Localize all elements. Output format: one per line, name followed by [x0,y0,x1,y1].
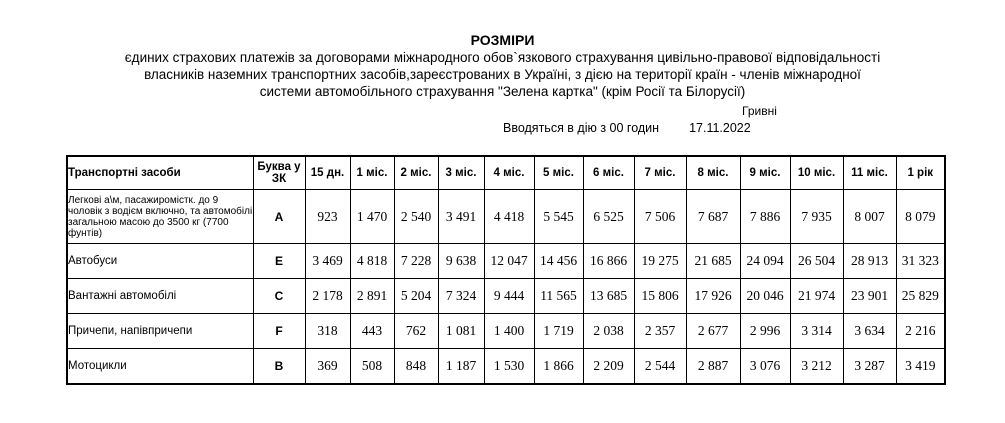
col-vehicle-header: Транспортні засоби [67,156,253,190]
period-header: 7 міс. [634,156,686,190]
rate-cell: 3 287 [843,349,896,385]
rate-cell: 1 866 [534,349,583,385]
period-header: 1 рік [896,156,945,190]
rate-cell: 7 324 [438,279,484,314]
period-header: 2 міс. [394,156,438,190]
rate-cell: 3 469 [305,244,350,279]
col-letter-line1: Буква у [257,161,301,173]
rate-cell: 762 [394,314,438,349]
vehicle-letter: B [253,349,305,385]
rate-cell: 3 076 [740,349,790,385]
rate-cell: 2 887 [686,349,740,385]
table-row [67,244,945,279]
header-row [67,156,945,190]
rate-cell: 1 470 [350,190,394,244]
rate-cell: 7 935 [790,190,843,244]
rate-cell: 9 444 [484,279,534,314]
rate-cell: 2 038 [583,314,634,349]
vehicle-name: Вантажні автомобілі [67,279,253,314]
rate-cell: 4 818 [350,244,394,279]
document-title: РОЗМІРИ [470,32,535,48]
period-header: 9 міс. [740,156,790,190]
rate-cell: 2 357 [634,314,686,349]
rate-cell: 8 079 [896,190,945,244]
rate-cell: 8 007 [843,190,896,244]
table-row [67,314,945,349]
rate-cell: 369 [305,349,350,385]
rate-cell: 508 [350,349,394,385]
table-row [67,190,945,244]
rate-cell: 15 806 [634,279,686,314]
period-header: 11 міс. [843,156,896,190]
vehicle-name: Автобуси [67,244,253,279]
rate-cell: 1 400 [484,314,534,349]
rate-cell: 1 187 [438,349,484,385]
rate-cell: 2 216 [896,314,945,349]
rate-cell: 2 178 [305,279,350,314]
col-letter-header [253,156,305,190]
rate-cell: 2 544 [634,349,686,385]
rates-table [66,155,946,385]
rate-cell: 3 419 [896,349,945,385]
rate-cell: 1 719 [534,314,583,349]
table-row [67,349,945,385]
table-row [67,279,945,314]
rate-cell: 14 456 [534,244,583,279]
effective-date-line [503,121,751,135]
vehicle-name: Мотоцикли [67,349,253,385]
rate-cell: 28 913 [843,244,896,279]
vehicle-name: Причепи, напівпричепи [67,314,253,349]
rate-cell: 443 [350,314,394,349]
period-header: 6 міс. [583,156,634,190]
rate-cell: 1 530 [484,349,534,385]
rate-cell: 6 525 [583,190,634,244]
rate-cell: 7 228 [394,244,438,279]
rate-cell: 2 891 [350,279,394,314]
period-header: 8 міс. [686,156,740,190]
currency-label: Гривні [742,104,777,118]
period-header: 5 міс. [534,156,583,190]
rate-cell: 3 314 [790,314,843,349]
rate-cell: 9 638 [438,244,484,279]
rate-cell: 848 [394,349,438,385]
rate-cell: 12 047 [484,244,534,279]
period-header: 1 міс. [350,156,394,190]
vehicle-letter: A [253,190,305,244]
period-header: 4 міс. [484,156,534,190]
rate-cell: 5 545 [534,190,583,244]
subtitle-line-3: системи автомобільного страхування "Зелена картка" (крім Росії та Білорусії) [259,84,746,99]
rate-cell: 7 886 [740,190,790,244]
vehicle-letter: E [253,244,305,279]
rate-cell: 25 829 [896,279,945,314]
rate-cell: 17 926 [686,279,740,314]
period-header: 3 міс. [438,156,484,190]
rate-cell: 2 677 [686,314,740,349]
rate-cell: 318 [305,314,350,349]
rate-cell: 24 094 [740,244,790,279]
rate-cell: 4 418 [484,190,534,244]
rate-cell: 2 540 [394,190,438,244]
rate-cell: 923 [305,190,350,244]
rate-cell: 16 866 [583,244,634,279]
rate-cell: 21 974 [790,279,843,314]
rate-cell: 3 634 [843,314,896,349]
vehicle-letter: F [253,314,305,349]
col-letter-line2: ЗК [271,173,287,185]
period-header: 15 дн. [305,156,350,190]
rate-cell: 23 901 [843,279,896,314]
rate-cell: 19 275 [634,244,686,279]
rate-cell: 31 323 [896,244,945,279]
rate-cell: 7 506 [634,190,686,244]
rate-cell: 5 204 [394,279,438,314]
rate-cell: 3 491 [438,190,484,244]
rate-cell: 1 081 [438,314,484,349]
rate-cell: 21 685 [686,244,740,279]
rate-cell: 26 504 [790,244,843,279]
subtitle-line-2: власників наземних транспортних засобів,зареєстрованих в Україні, з дією на території країн - членів міжнародної [144,67,861,82]
rate-cell: 7 687 [686,190,740,244]
effective-label: Вводяться в дію з 00 годин [503,121,660,135]
vehicle-letter: C [253,279,305,314]
rate-cell: 13 685 [583,279,634,314]
rate-cell: 3 212 [790,349,843,385]
period-header: 10 міс. [790,156,843,190]
rate-cell: 20 046 [740,279,790,314]
rate-cell: 2 996 [740,314,790,349]
subtitle-line-1: єдиних страхових платежів за договорами міжнародного обов`язкового страхування цивільно-правової відповідальності [124,50,881,65]
rate-cell: 11 565 [534,279,583,314]
vehicle-name: Легкові а\м, пасажиромістк. до 9 чоловік з водієм включно, та автомобілі загальною масою до 3500 кг (7700 фунтів) [67,190,253,244]
effective-date: 17.11.2022 [689,121,751,135]
rate-cell: 2 209 [583,349,634,385]
